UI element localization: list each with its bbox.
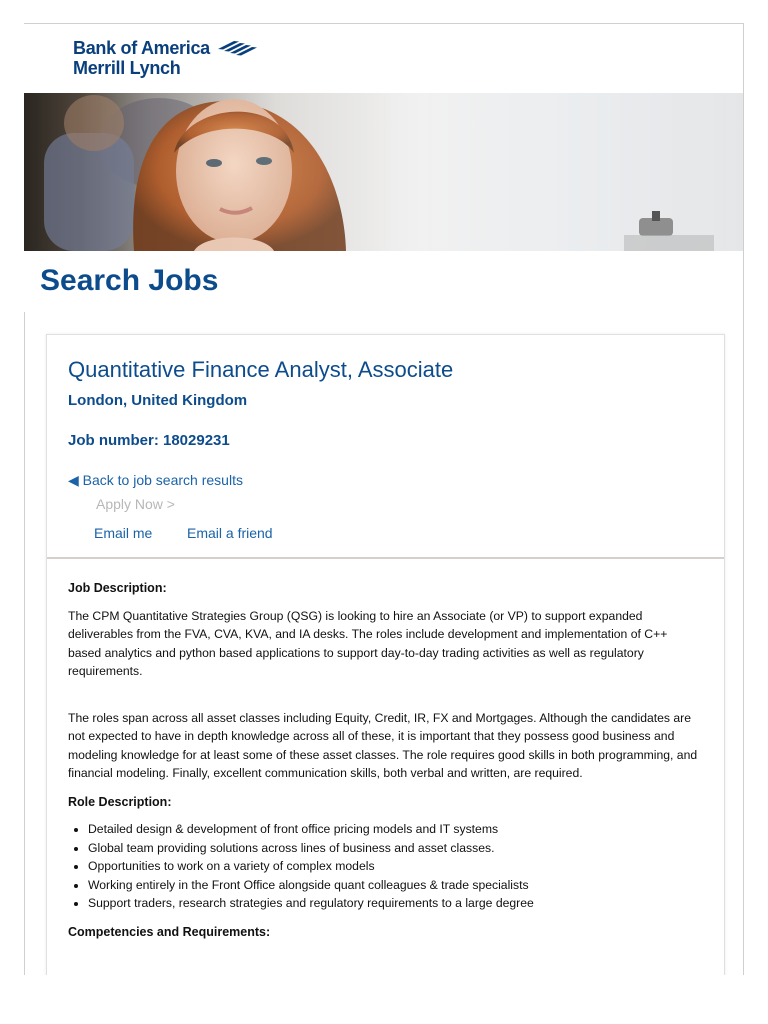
- list-item: • Opportunities to work on a variety of complex models: [88, 857, 703, 876]
- hero-banner-image: [24, 93, 744, 251]
- logo-line-2: Merrill Lynch: [73, 58, 181, 78]
- job-location: London, United Kingdom: [68, 392, 248, 409]
- logo-line-1: Bank of America: [73, 38, 210, 58]
- email-a-friend-link[interactable]: Email a friend: [187, 525, 273, 541]
- job-description-paragraph-1: The CPM Quantitative Strategies Group (QSG) is looking to hire an Associate (or VP) to support expanded deliverables from the FVA, CVA, KVA, and IA desks. The roles include development and implementation of C++ based analytics and python based applications to support day-to-day trading activities as well as regulatory requirements.: [68, 608, 668, 678]
- job-summary: [47, 335, 724, 559]
- role-description-list: [68, 820, 703, 913]
- list-item: • Global team providing solutions across lines of business and asset classes.: [88, 839, 703, 858]
- list-item: • Support traders, research strategies and regulatory requirements to a large degree: [88, 894, 703, 913]
- flag-logo-icon: [214, 38, 260, 60]
- job-number: Job number: 18029231: [68, 432, 230, 449]
- list-item: • Detailed design & development of front office pricing models and IT systems: [88, 820, 703, 839]
- back-to-results-link[interactable]: ◀ Back to job search results: [68, 472, 243, 488]
- job-description-paragraph-2: The roles span across all asset classes including Equity, Credit, IR, FX and Mortgages. Although the candidates are not expected to have in depth knowledge across all of these, it is important that they possess good business and modeling knowledge for at least some of these asset classes. The role requires good skills in both programming, and financial modeling. Finally, excellent communication skills, both verbal and written, are required.: [68, 710, 698, 780]
- job-description-body: [47, 559, 724, 941]
- apply-now-link[interactable]: Apply Now >: [96, 496, 175, 512]
- list-item: • Working entirely in the Front Office alongside quant colleagues & trade specialists: [88, 876, 703, 895]
- email-me-link[interactable]: Email me: [94, 525, 153, 541]
- role-description-heading: Role Description:: [68, 794, 172, 809]
- page-title: Search Jobs: [40, 264, 219, 297]
- frame-divider: [24, 312, 25, 975]
- job-title: Quantitative Finance Analyst, Associate: [68, 357, 454, 382]
- page-frame: [24, 23, 744, 975]
- banner-illustration: [24, 93, 744, 251]
- job-description-heading: Job Description:: [68, 581, 167, 595]
- job-detail-card: [46, 334, 725, 975]
- company-logo[interactable]: [73, 38, 210, 78]
- competencies-heading: Competencies and Requirements:: [68, 924, 271, 939]
